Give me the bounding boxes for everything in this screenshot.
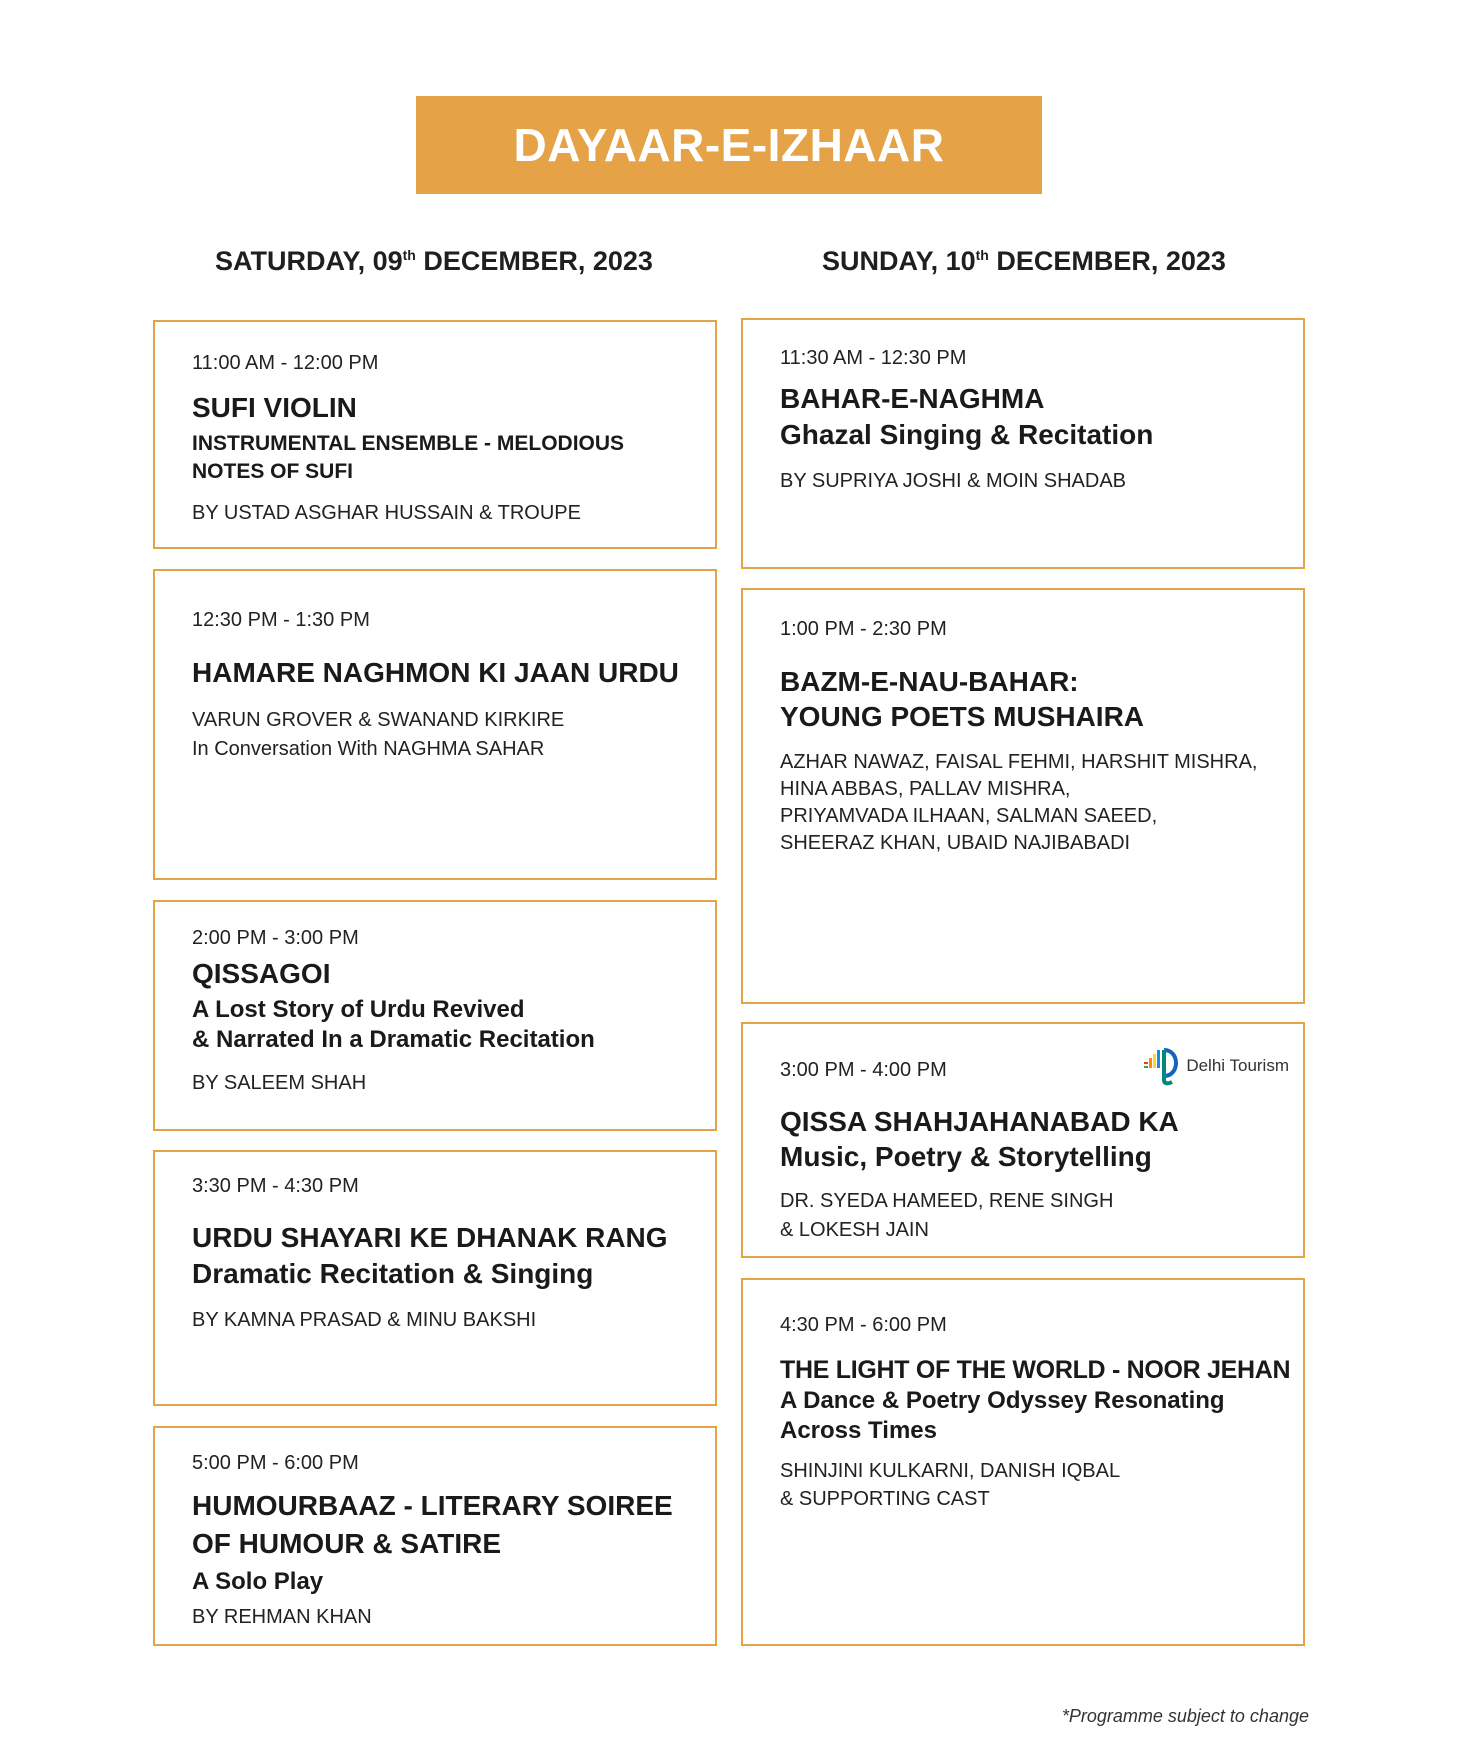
programme-footnote: *Programme subject to change bbox=[1061, 1706, 1309, 1726]
event-performers: & LOKESH JAIN bbox=[780, 1219, 929, 1241]
event-subtitle: NOTES OF SUFI bbox=[192, 460, 354, 483]
event-subtitle: Ghazal Singing & Recitation bbox=[780, 419, 1154, 450]
delhi-tourism-emblem-icon bbox=[1142, 1046, 1184, 1086]
event-title: QISSA SHAHJAHANABAD KA bbox=[780, 1106, 1179, 1137]
event-title: QISSAGOI bbox=[192, 958, 331, 989]
event-title: BAHAR-E-NAGHMA bbox=[780, 383, 1045, 414]
event-time: 12:30 PM - 1:30 PM bbox=[192, 609, 370, 631]
event-title: BAZM-E-NAU-BAHAR: bbox=[780, 666, 1079, 697]
event-card-bahar-e-naghma bbox=[741, 318, 1305, 569]
event-card-bazm-e-nau-bahar bbox=[741, 588, 1305, 1004]
event-card-hamare-naghmon bbox=[153, 569, 717, 880]
event-card-noor-jehan bbox=[741, 1278, 1305, 1646]
event-performers: PRIYAMVADA ILHAAN, SALMAN SAEED, bbox=[780, 805, 1158, 827]
event-performers: HINA ABBAS, PALLAV MISHRA, bbox=[780, 778, 1071, 800]
event-performers: SHINJINI KULKARNI, DANISH IQBAL bbox=[780, 1460, 1121, 1482]
event-performers: & SUPPORTING CAST bbox=[780, 1488, 990, 1510]
event-performers: DR. SYEDA HAMEED, RENE SINGH bbox=[780, 1190, 1114, 1212]
event-performers: BY USTAD ASGHAR HUSSAIN & TROUPE bbox=[192, 502, 581, 524]
event-performers: BY REHMAN KHAN bbox=[192, 1606, 372, 1628]
event-performers: BY SUPRIYA JOSHI & MOIN SHADAB bbox=[780, 470, 1127, 492]
event-card-urdu-shayari bbox=[153, 1150, 717, 1406]
event-subtitle: Dramatic Recitation & Singing bbox=[192, 1258, 594, 1289]
event-subtitle: Music, Poetry & Storytelling bbox=[780, 1141, 1152, 1172]
event-subtitle: INSTRUMENTAL ENSEMBLE - MELODIOUS bbox=[192, 432, 625, 455]
event-subtitle: A Lost Story of Urdu Revived bbox=[192, 996, 525, 1023]
sunday-heading: SUNDAY, 10th DECEMBER, 2023 bbox=[822, 246, 1226, 276]
event-time: 1:00 PM - 2:30 PM bbox=[780, 618, 947, 640]
event-card-qissagoi bbox=[153, 900, 717, 1131]
event-subtitle: A Solo Play bbox=[192, 1568, 324, 1595]
event-time: 5:00 PM - 6:00 PM bbox=[192, 1452, 359, 1474]
event-subtitle: Across Times bbox=[780, 1417, 937, 1444]
event-title: SUFI VIOLIN bbox=[192, 392, 357, 423]
event-title: YOUNG POETS MUSHAIRA bbox=[780, 701, 1145, 732]
event-subtitle: & Narrated In a Dramatic Recitation bbox=[192, 1026, 595, 1053]
event-performers: In Conversation With NAGHMA SAHAR bbox=[192, 738, 545, 760]
event-time: 11:00 AM - 12:00 PM bbox=[192, 352, 379, 374]
event-time: 11:30 AM - 12:30 PM bbox=[780, 347, 967, 369]
event-time: 3:30 PM - 4:30 PM bbox=[192, 1175, 359, 1197]
banner-title: DAYAAR-E-IZHAAR bbox=[513, 119, 945, 171]
event-title: HAMARE NAGHMON KI JAAN URDU bbox=[192, 657, 679, 688]
event-time: 2:00 PM - 3:00 PM bbox=[192, 927, 359, 949]
event-title: URDU SHAYARI KE DHANAK RANG bbox=[192, 1222, 668, 1253]
event-performers: VARUN GROVER & SWANAND KIRKIRE bbox=[192, 709, 565, 731]
event-title: HUMOURBAAZ - LITERARY SOIREE bbox=[192, 1490, 673, 1521]
logo-text: Delhi Tourism bbox=[1186, 1056, 1289, 1075]
event-card-sufi-violin bbox=[153, 320, 717, 549]
event-time: 3:00 PM - 4:00 PM bbox=[780, 1059, 947, 1081]
event-card-humourbaaz bbox=[153, 1426, 717, 1646]
saturday-heading: SATURDAY, 09th DECEMBER, 2023 bbox=[215, 246, 653, 276]
event-time: 4:30 PM - 6:00 PM bbox=[780, 1314, 947, 1336]
event-title: THE LIGHT OF THE WORLD - NOOR JEHAN bbox=[780, 1356, 1291, 1384]
event-subtitle: A Dance & Poetry Odyssey Resonating bbox=[780, 1387, 1225, 1414]
event-performers: AZHAR NAWAZ, FAISAL FEHMI, HARSHIT MISHRA, bbox=[780, 751, 1258, 773]
event-title: OF HUMOUR & SATIRE bbox=[192, 1528, 502, 1559]
event-performers: SHEERAZ KHAN, UBAID NAJIBABADI bbox=[780, 832, 1131, 854]
event-performers: BY SALEEM SHAH bbox=[192, 1072, 367, 1094]
programme-banner bbox=[416, 96, 1042, 194]
delhi-tourism-logo bbox=[1142, 1046, 1289, 1086]
event-performers: BY KAMNA PRASAD & MINU BAKSHI bbox=[192, 1309, 537, 1331]
event-card-qissa-shahjahanabad bbox=[741, 1022, 1305, 1258]
